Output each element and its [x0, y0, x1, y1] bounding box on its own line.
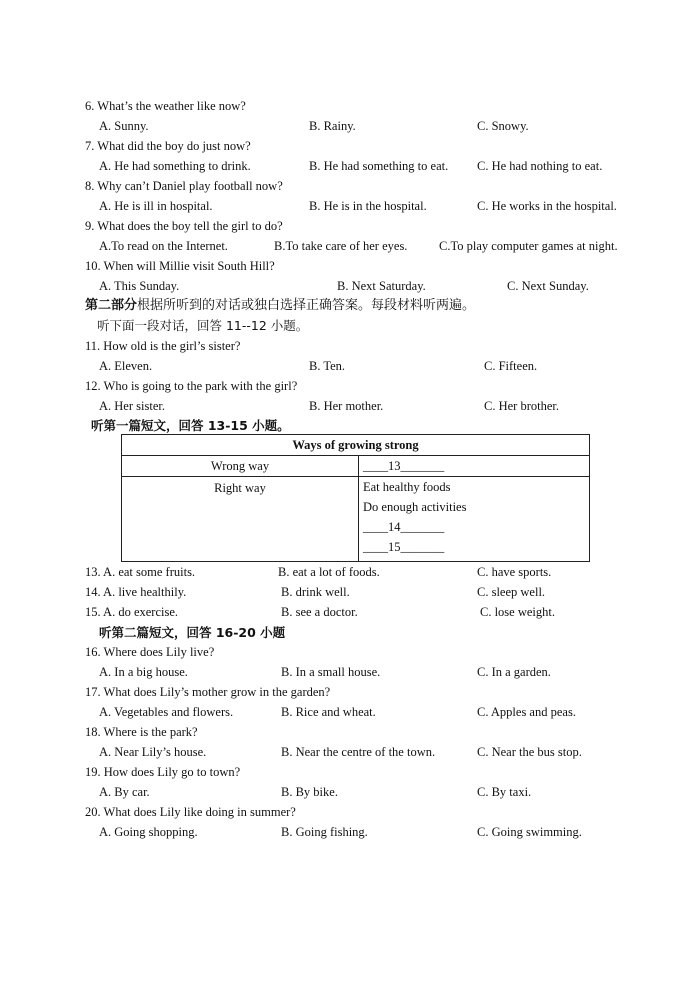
q8-option-c: C. He works in the hospital.: [477, 199, 617, 213]
wrong-way-label: Wrong way: [122, 456, 359, 477]
dialog-instruction: 听下面一段对话，回答 11--12 小题。: [97, 318, 309, 333]
q10-option-c: C. Next Sunday.: [507, 279, 589, 293]
right-way-cell: [359, 477, 590, 562]
q8-option-a: A. He is ill in hospital.: [99, 199, 213, 213]
q12-option-b: B. Her mother.: [309, 399, 384, 413]
q6-option-b: B. Rainy.: [309, 119, 356, 133]
q14-option-c: C. sleep well.: [477, 585, 546, 599]
question-6: 6. What’s the weather like now?: [85, 99, 246, 113]
q17-option-b: B. Rice and wheat.: [281, 705, 376, 719]
q7-option-b: B. He had something to eat.: [309, 159, 449, 173]
q15-option-b: B. see a doctor.: [281, 605, 358, 619]
question-7: 7. What did the boy do just now?: [85, 139, 251, 153]
passage1-instruction: 听第一篇短文，回答 13-15 小题。: [91, 418, 290, 433]
question-15: 15. A. do exercise.: [85, 605, 179, 619]
question-16: 16. Where does Lily live?: [85, 645, 215, 659]
right-item-1: Eat healthy foods: [363, 480, 451, 494]
table-title: Ways of growing strong: [122, 435, 590, 456]
question-17: 17. What does Lily’s mother grow in the garden?: [85, 685, 331, 699]
q16-option-b: B. In a small house.: [281, 665, 381, 679]
question-12: 12. Who is going to the park with the girl?: [85, 379, 298, 393]
question-20: 20. What does Lily like doing in summer?: [85, 805, 296, 819]
q20-option-a: A. Going shopping.: [99, 825, 198, 839]
blank-14: ____14_______: [363, 520, 445, 534]
wrong-way-cell: [359, 456, 590, 477]
q18-option-b: B. Near the centre of the town.: [281, 745, 436, 759]
blank-15: ____15_______: [363, 540, 445, 554]
right-item-2: Do enough activities: [363, 500, 467, 514]
q9-option-a: A.To read on the Internet.: [99, 239, 228, 253]
q18-option-a: A. Near Lily’s house.: [99, 745, 207, 759]
q13-option-b: B. eat a lot of foods.: [278, 565, 380, 579]
q12-option-c: C. Her brother.: [484, 399, 559, 413]
q11-option-a: A. Eleven.: [99, 359, 153, 373]
part2-heading: [85, 298, 475, 313]
ways-table: [121, 434, 590, 562]
q15-option-c: C. lose weight.: [480, 605, 555, 619]
q9-option-c: C.To play computer games at night.: [439, 239, 618, 253]
question-13: 13. A. eat some fruits.: [85, 565, 196, 579]
q17-option-a: A. Vegetables and flowers.: [99, 705, 234, 719]
q10-option-b: B. Next Saturday.: [337, 279, 426, 293]
q14-option-b: B. drink well.: [281, 585, 350, 599]
q20-option-c: C. Going swimming.: [477, 825, 582, 839]
q7-option-c: C. He had nothing to eat.: [477, 159, 603, 173]
q12-option-a: A. Her sister.: [99, 399, 165, 413]
q10-option-a: A. This Sunday.: [99, 279, 180, 293]
q11-option-b: B. Ten.: [309, 359, 346, 373]
q19-option-c: C. By taxi.: [477, 785, 532, 799]
q16-option-c: C. In a garden.: [477, 665, 551, 679]
question-19: 19. How does Lily go to town?: [85, 765, 241, 779]
q6-option-a: A. Sunny.: [99, 119, 149, 133]
q7-option-a: A. He had something to drink.: [99, 159, 251, 173]
q9-option-b: B.To take care of her eyes.: [274, 239, 408, 253]
right-way-label: Right way: [122, 477, 359, 562]
question-18: 18. Where is the park?: [85, 725, 198, 739]
q19-option-b: B. By bike.: [281, 785, 338, 799]
q20-option-b: B. Going fishing.: [281, 825, 368, 839]
q11-option-c: C. Fifteen.: [484, 359, 538, 373]
part2-text: 根据所听到的对话或独白选择正确答案。每段材料听两遍。: [137, 298, 476, 313]
question-8: 8. Why can’t Daniel play football now?: [85, 179, 283, 193]
q8-option-b: B. He is in the hospital.: [309, 199, 427, 213]
question-14: 14. A. live healthily.: [85, 585, 187, 599]
q17-option-c: C. Apples and peas.: [477, 705, 576, 719]
q16-option-a: A. In a big house.: [99, 665, 188, 679]
question-9: 9. What does the boy tell the girl to do?: [85, 219, 283, 233]
passage2-instruction: 听第二篇短文，回答 16-20 小题: [99, 625, 286, 640]
blank-13: ____13_______: [363, 459, 445, 473]
question-10: 10. When will Millie visit South Hill?: [85, 259, 275, 273]
question-11: 11. How old is the girl’s sister?: [85, 339, 241, 353]
q18-option-c: C. Near the bus stop.: [477, 745, 582, 759]
q6-option-c: C. Snowy.: [477, 119, 529, 133]
q19-option-a: A. By car.: [99, 785, 150, 799]
part2-title: 第二部分: [85, 298, 138, 313]
q13-option-c: C. have sports.: [477, 565, 552, 579]
